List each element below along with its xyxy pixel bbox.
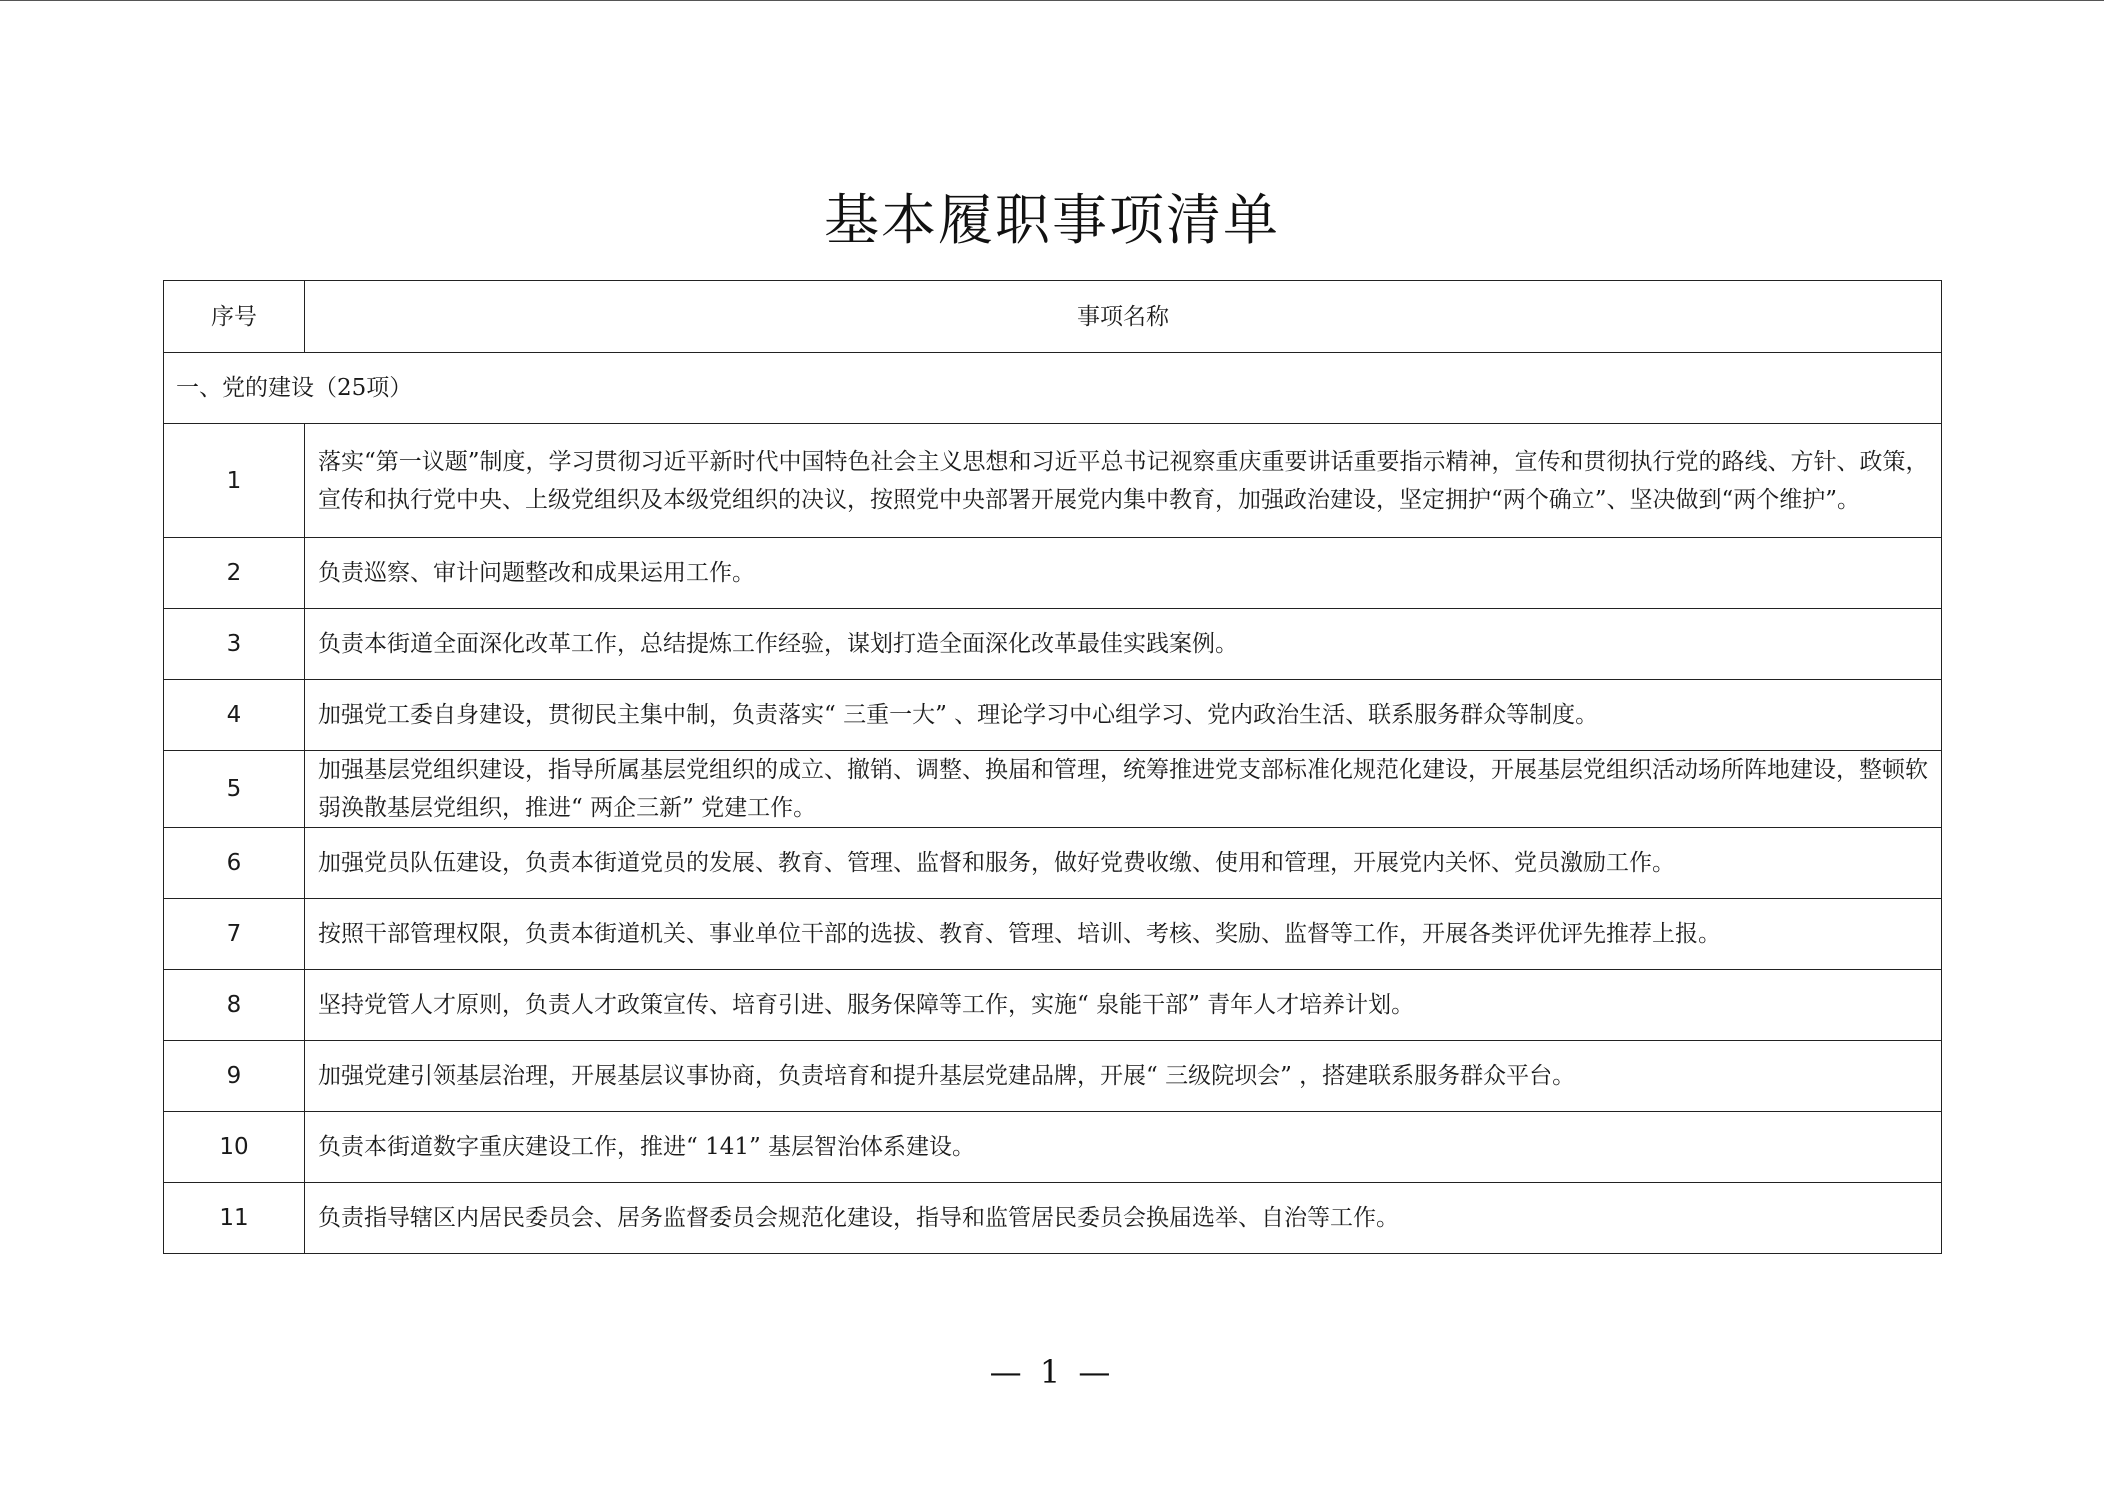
row-number: 4 xyxy=(164,680,305,751)
row-number: 5 xyxy=(164,751,305,828)
row-item-text: 负责本街道全面深化改革工作，总结提炼工作经验，谋划打造全面深化改革最佳实践案例。 xyxy=(305,609,1942,680)
table-row xyxy=(164,1183,1942,1254)
row-number: 9 xyxy=(164,1041,305,1112)
duty-list-table xyxy=(163,280,1942,1254)
row-item-text: 加强基层党组织建设，指导所属基层党组织的成立、撤销、调整、换届和管理，统筹推进党支部标准化规范化建设，开展基层党组织活动场所阵地建设，整顿软弱涣散基层党组织，推进“ 两企三新” 党建工作。 xyxy=(305,751,1942,828)
table-row xyxy=(164,424,1942,538)
table-header-row xyxy=(164,281,1942,353)
table-row xyxy=(164,828,1942,899)
row-item-text: 落实“第一议题”制度，学习贯彻习近平新时代中国特色社会主义思想和习近平总书记视察重庆重要讲话重要指示精神，宣传和贯彻执行党的路线、方针、政策，宣传和执行党中央、上级党组织及本级党组织的决议，按照党中央部署开展党内集中教育，加强政治建设，坚定拥护“两个确立”、坚决做到“两个维护”。 xyxy=(305,424,1942,538)
row-item-text: 按照干部管理权限，负责本街道机关、事业单位干部的选拔、教育、管理、培训、考核、奖励、监督等工作，开展各类评优评先推荐上报。 xyxy=(305,899,1942,970)
row-item-text: 加强党员队伍建设，负责本街道党员的发展、教育、管理、监督和服务，做好党费收缴、使用和管理，开展党内关怀、党员激励工作。 xyxy=(305,828,1942,899)
page-number: — 1 — xyxy=(989,1353,1115,1391)
top-border-line xyxy=(0,0,2104,1)
row-number: 11 xyxy=(164,1183,305,1254)
document-title: 基本履职事项清单 xyxy=(823,188,1280,252)
table-row xyxy=(164,751,1942,828)
header-number: 序号 xyxy=(164,281,305,353)
row-number: 10 xyxy=(164,1112,305,1183)
table-row xyxy=(164,899,1942,970)
row-number: 2 xyxy=(164,538,305,609)
table-row xyxy=(164,1041,1942,1112)
row-item-text: 坚持党管人才原则，负责人才政策宣传、培育引进、服务保障等工作，实施“ 泉能干部” 青年人才培养计划。 xyxy=(305,970,1942,1041)
row-item-text: 负责巡察、审计问题整改和成果运用工作。 xyxy=(305,538,1942,609)
row-number: 3 xyxy=(164,609,305,680)
row-number: 6 xyxy=(164,828,305,899)
table-row xyxy=(164,680,1942,751)
row-number: 1 xyxy=(164,424,305,538)
row-item-text: 加强党工委自身建设，贯彻民主集中制，负责落实“ 三重一大” 、理论学习中心组学习、党内政治生活、联系服务群众等制度。 xyxy=(305,680,1942,751)
row-item-text: 加强党建引领基层治理，开展基层议事协商，负责培育和提升基层党建品牌，开展“ 三级院坝会” ，搭建联系服务群众平台。 xyxy=(305,1041,1942,1112)
table-row xyxy=(164,538,1942,609)
table-row xyxy=(164,609,1942,680)
row-item-text: 负责指导辖区内居民委员会、居务监督委员会规范化建设，指导和监管居民委员会换届选举、自治等工作。 xyxy=(305,1183,1942,1254)
row-number: 8 xyxy=(164,970,305,1041)
section-row xyxy=(164,353,1942,424)
row-number: 7 xyxy=(164,899,305,970)
table-row xyxy=(164,970,1942,1041)
section-heading: 一、党的建设（25项） xyxy=(164,353,1942,424)
header-item-name: 事项名称 xyxy=(305,281,1942,353)
row-item-text: 负责本街道数字重庆建设工作，推进“ 141” 基层智治体系建设。 xyxy=(305,1112,1942,1183)
table-row xyxy=(164,1112,1942,1183)
